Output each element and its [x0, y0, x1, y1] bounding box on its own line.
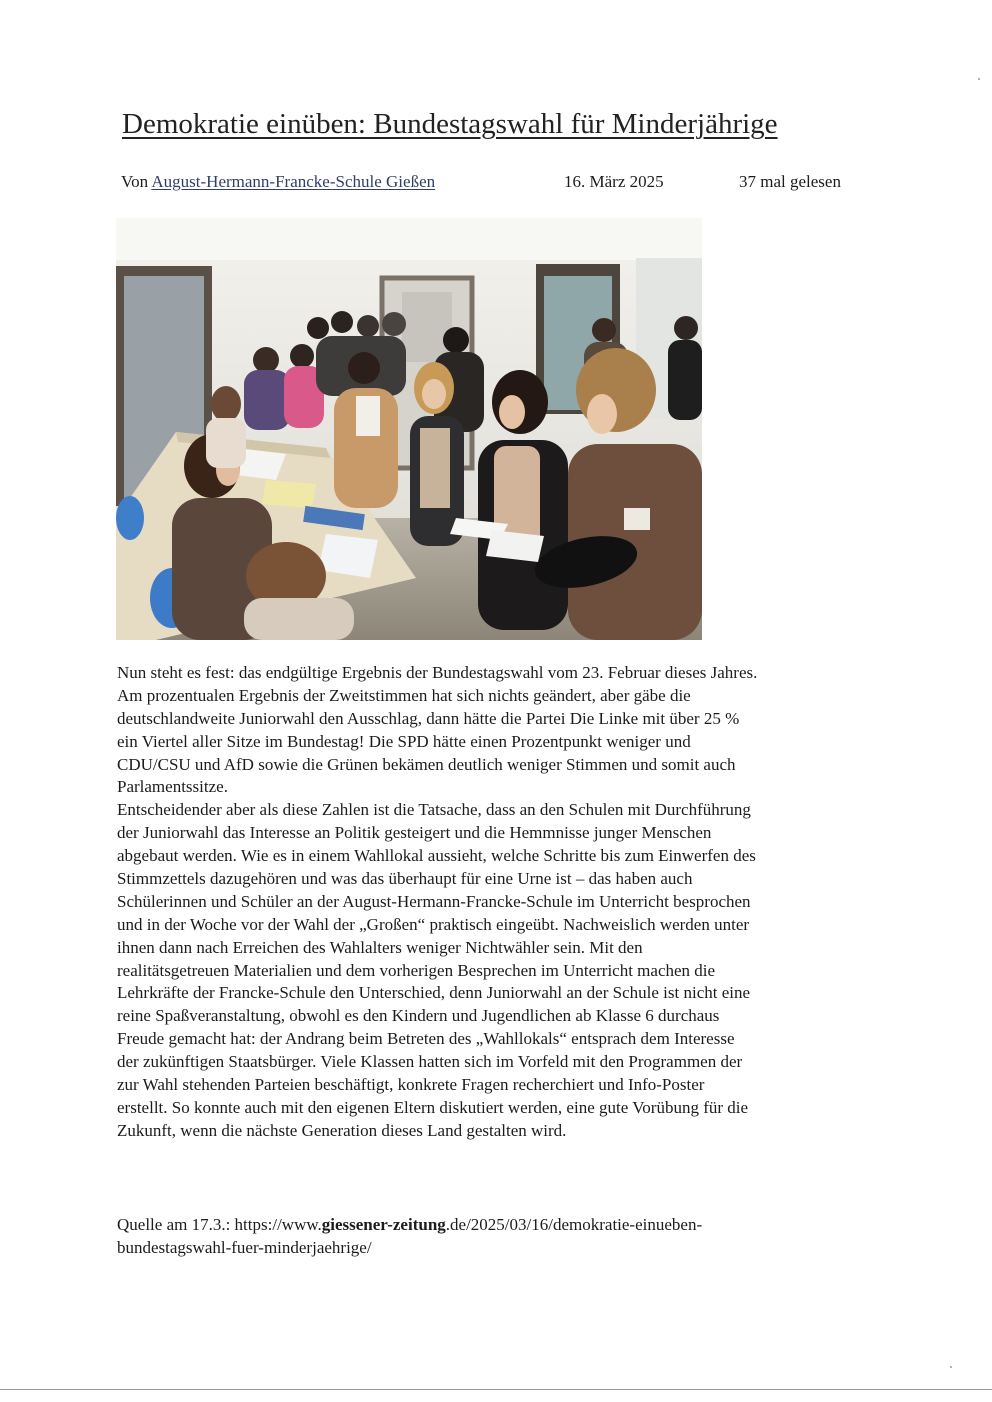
body-line: erstellt. So konnte auch mit den eigenen Eltern diskutiert werden, eine gute Vorübung für die: [117, 1097, 749, 1117]
publish-date: 16. März 2025: [564, 172, 664, 191]
author-link[interactable]: August-Hermann-Francke-Schule Gießen: [151, 172, 436, 191]
scan-edge-line: [0, 1389, 992, 1390]
body-line: reine Spaßveranstaltung, obwohl es den Kindern und Jugendlichen ab Klasse 6 durchaus: [117, 1006, 720, 1026]
source-url-line-2[interactable]: bundestagswahl-fuer-minderjaehrige/: [117, 1238, 372, 1257]
body-line: Lehrkräfte der Francke-Schule den Unterschied, denn Juniorwahl an der Schule ist nicht eine: [117, 983, 751, 1003]
photo-students-voting: [116, 218, 702, 640]
body-line: Schülerinnen und Schüler an der August-Hermann-Francke-Schule im Unterricht besprochen: [117, 891, 751, 911]
body-line: Zukunft, wenn die nächste Generation dieses Land gestalten wird.: [117, 1120, 567, 1140]
body-line: ein Viertel aller Sitze im Bundestag! Die SPD hätte einen Prozentpunkt weniger und: [117, 731, 691, 751]
read-count: 37 mal gelesen: [739, 172, 841, 191]
body-line: zur Wahl stehenden Parteien beschäftigt, konkrete Fragen recherchiert und Info-Poster: [117, 1075, 705, 1095]
body-line: realitätsgetreuen Materialien und dem vorherigen Besprechen im Unterricht machen die: [117, 960, 716, 980]
byline-prefix: Von: [121, 172, 149, 191]
article-body: [117, 662, 877, 1143]
body-line: Am prozentualen Ergebnis der Zweitstimmen hat sich nichts geändert, aber gäbe die: [117, 685, 691, 705]
body-line: Nun steht es fest: das endgültige Ergebnis der Bundestagswahl vom 23. Februar dieses Jahres.: [117, 663, 758, 682]
body-line: abgebaut werden. Wie es in einem Wahllokal aussieht, welche Schritte bis zum Einwerfen des: [117, 846, 756, 866]
scan-speck: [978, 78, 980, 80]
body-line: und in der Woche vor der Wahl der „Großen“ praktisch eingeübt. Nachweislich werden unter: [117, 914, 750, 934]
source-prefix: Quelle am 17.3.: https://www.: [117, 1215, 322, 1234]
source-url-line-1[interactable]: [117, 1213, 877, 1236]
body-line: der Juniorwahl das Interesse an Politik gesteigert und die Hemmnisse junger Menschen: [117, 823, 712, 843]
body-line: Freude gemacht hat: der Andrang beim Betreten des „Wahllokals“ entsprach dem Interesse: [117, 1029, 735, 1049]
body-line: Stimmzettels dazugehören und was das überhaupt für eine Urne ist – das haben auch: [117, 869, 693, 889]
article-photo: [116, 218, 702, 640]
body-line: der zukünftigen Staatsbürger. Viele Klassen hatten sich im Vorfeld mit den Programmen der: [117, 1052, 743, 1072]
source-suffix: .de/2025/03/16/demokratie-einueben-: [445, 1215, 703, 1234]
body-line: deutschlandweite Juniorwahl den Ausschlag, dann hätte die Partei Die Linke mit über 25 %: [117, 708, 740, 728]
source-citation: [117, 1213, 877, 1259]
body-line: Entscheidender aber als diese Zahlen ist die Tatsache, dass an den Schulen mit Durchführung: [117, 800, 751, 820]
source-domain: giessener-zeitung: [321, 1215, 446, 1234]
article-title: Demokratie einüben: Bundestagswahl für Minderjährige: [122, 108, 778, 140]
byline: [121, 170, 881, 194]
body-line: Parlamentssitze.: [117, 777, 228, 797]
scan-speck: [950, 1366, 952, 1368]
body-line: CDU/CSU und AfD sowie die Grünen bekämen deutlich weniger Stimmen und somit auch: [117, 754, 736, 774]
body-line: ihnen dann nach Erreichen des Wahlalters weniger Nichtwähler sein. Mit den: [117, 937, 643, 957]
